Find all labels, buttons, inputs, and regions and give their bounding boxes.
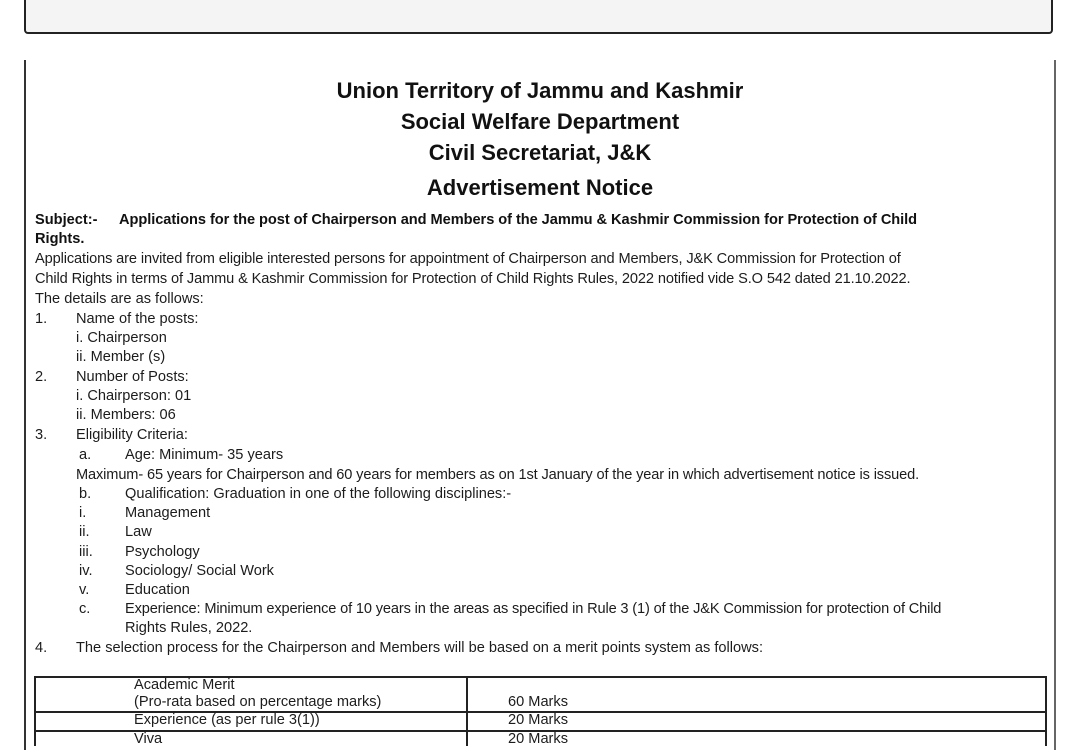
table-cell: 60 Marks — [508, 694, 569, 710]
item-title: The selection process for the Chairperson and Members will be based on a merit points system as follows: — [76, 640, 764, 656]
age-maximum: Maximum- 65 years for Chairperson and 60 years for members as on 1st January of the year in which advertisement notice is issued. — [76, 467, 920, 483]
table-cell: Experience (as per rule 3(1)) — [134, 712, 320, 728]
age-criteria: Age: Minimum- 35 years — [125, 447, 284, 463]
sub-item-mark: a. — [79, 447, 92, 463]
item-number: 1. — [35, 311, 48, 327]
post-count: ii. Members: 06 — [76, 407, 176, 423]
item-number: 2. — [35, 369, 48, 385]
subject-label: Subject:- — [35, 212, 98, 228]
top-frame-box — [24, 0, 1053, 34]
experience-criteria: Experience: Minimum experience of 10 years in the areas as specified in Rule 3 (1) of the J&K Commission for protection of Child — [125, 601, 942, 617]
intro-line: Child Rights in terms of Jammu & Kashmir Commission for Protection of Child Rights Rules, 2022 notified vide S.O 542 dated 21.10.2022. — [35, 271, 911, 287]
table-cell: 20 Marks — [508, 712, 569, 728]
table-border — [466, 676, 468, 746]
header-secretariat: Civil Secretariat, J&K — [428, 140, 652, 165]
qualification-criteria: Qualification: Graduation in one of the following disciplines:- — [125, 486, 512, 502]
sub-item-mark: b. — [79, 486, 92, 502]
table-cell: Academic Merit — [134, 677, 235, 693]
item-title: Name of the posts: — [76, 311, 199, 327]
header-department: Social Welfare Department — [400, 109, 680, 134]
item-number: 3. — [35, 427, 48, 443]
header-ut: Union Territory of Jammu and Kashmir — [336, 78, 744, 103]
experience-criteria-cont: Rights Rules, 2022. — [125, 620, 253, 636]
discipline: Psychology — [125, 544, 200, 560]
item-title: Eligibility Criteria: — [76, 427, 188, 443]
post-count: i. Chairperson: 01 — [76, 388, 192, 404]
table-cell: (Pro-rata based on percentage marks) — [134, 694, 382, 710]
discipline-mark: iii. — [79, 544, 93, 560]
discipline: Management — [125, 505, 211, 521]
discipline: Education — [125, 582, 190, 598]
subject-text-cont: Rights. — [35, 231, 85, 247]
table-border — [1045, 676, 1047, 746]
discipline-mark: ii. — [79, 524, 90, 540]
discipline: Sociology/ Social Work — [125, 563, 274, 579]
discipline-mark: v. — [79, 582, 90, 598]
notice-title: Advertisement Notice — [426, 175, 654, 200]
post-name: i. Chairperson — [76, 330, 167, 346]
table-cell: 20 Marks — [508, 731, 569, 747]
table-border — [34, 676, 36, 746]
item-title: Number of Posts: — [76, 369, 189, 385]
intro-line: Applications are invited from eligible interested persons for appointment of Chairperson and Members, J&K Commission for Protection of — [35, 251, 901, 267]
table-cell: Viva — [134, 731, 163, 747]
discipline-mark: i. — [79, 505, 87, 521]
item-number: 4. — [35, 640, 48, 656]
post-name: ii. Member (s) — [76, 349, 166, 365]
subject-text: Applications for the post of Chairperson and Members of the Jammu & Kashmir Commission for Protection of Child — [119, 212, 918, 228]
discipline-mark: iv. — [79, 563, 93, 579]
discipline: Law — [125, 524, 152, 540]
sub-item-mark: c. — [79, 601, 91, 617]
intro-line: The details are as follows: — [35, 291, 204, 307]
